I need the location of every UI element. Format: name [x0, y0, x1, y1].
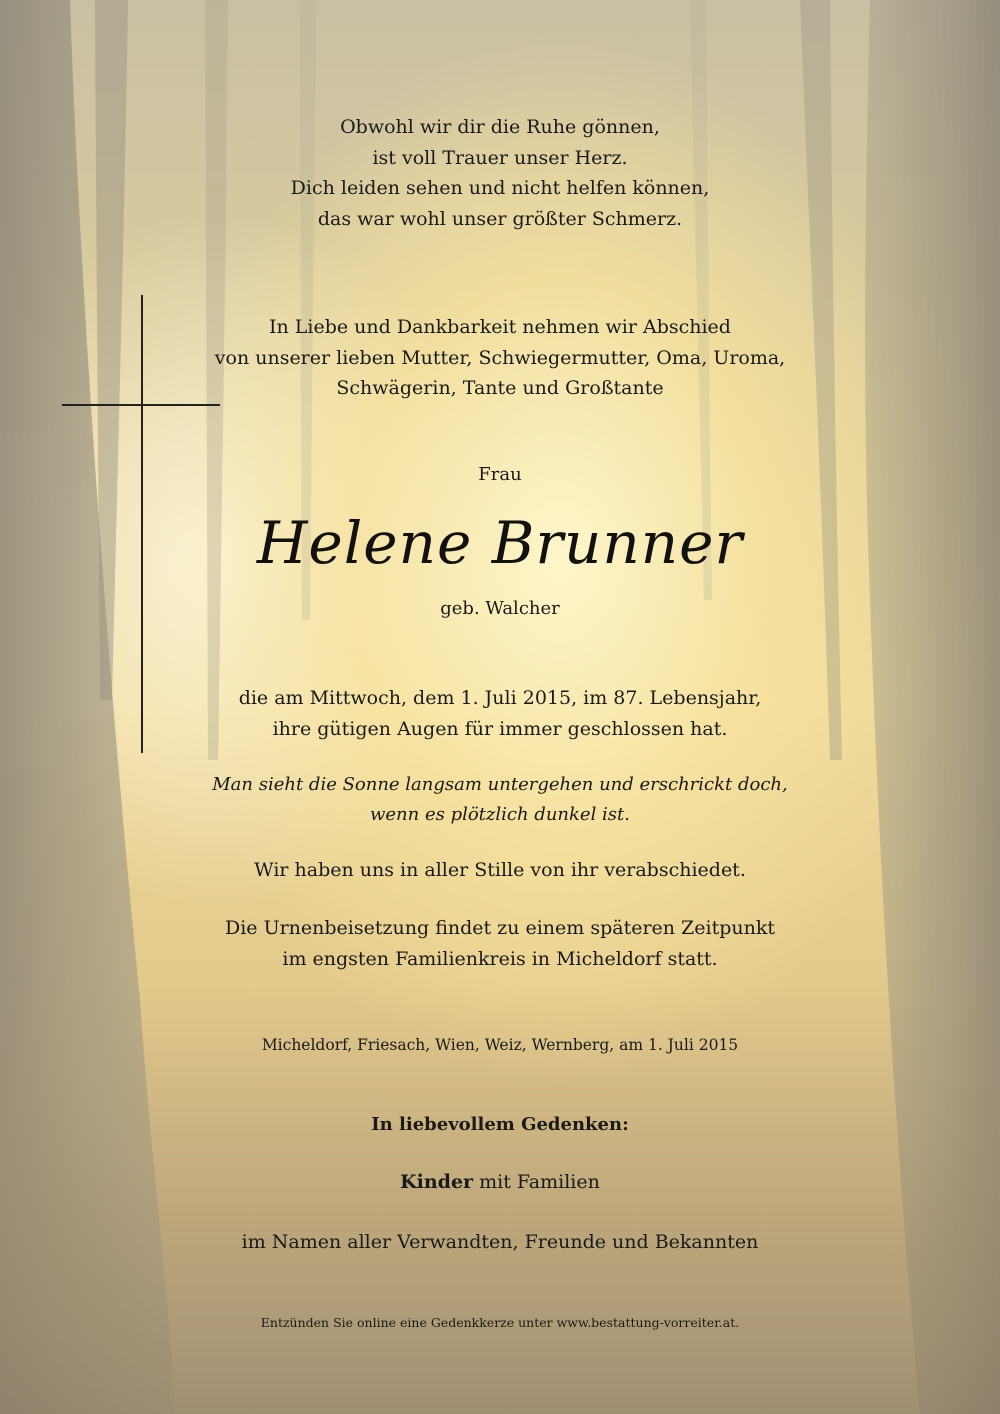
mourners-relatives: im Namen aller Verwandten, Freunde und Bekannten [241, 1231, 759, 1253]
farewell-line: von unserer lieben Mutter, Schwiegermutter, Oma, Uroma, [214, 346, 786, 369]
quote-line: Man sieht die Sonne langsam untergehen und erschrickt doch, [212, 774, 788, 795]
urn-burial-notice [0, 913, 1000, 975]
farewell-line: Schwägerin, Tante und Großtante [336, 377, 664, 399]
mourners-heading: In liebevollem Gedenken: [371, 1114, 629, 1135]
poem [0, 112, 1000, 234]
salutation: Frau [478, 464, 522, 485]
private-farewell: Wir haben uns in aller Stille von ihr verabschiedet. [254, 859, 746, 881]
farewell-line: In Liebe und Dankbarkeit nehmen wir Abschied [269, 316, 731, 338]
quote-line: wenn es plötzlich dunkel ist. [369, 804, 630, 825]
poem-line: das war wohl unser größter Schmerz. [317, 207, 683, 230]
death-notice-line: ihre gütigen Augen für immer geschlossen hat. [272, 717, 728, 740]
farewell-text [0, 312, 1000, 404]
place-and-date: Micheldorf, Friesach, Wien, Weiz, Wernberg, am 1. Juli 2015 [261, 1036, 739, 1054]
birth-name: geb. Walcher [440, 598, 560, 619]
urn-burial-line: Die Urnenbeisetzung findet zu einem späteren Zeitpunkt [224, 917, 775, 939]
children-label: Kinder [400, 1171, 474, 1193]
death-notice [0, 683, 1000, 744]
poem-line: Dich leiden sehen und nicht helfen können, [290, 177, 710, 199]
deceased-name: Helene Brunner [256, 509, 744, 577]
quote [0, 770, 1000, 830]
mourners-children [0, 1167, 1000, 1197]
death-notice-line: die am Mittwoch, dem 1. Juli 2015, im 87. Lebensjahr, [238, 687, 762, 709]
urn-burial-line: im engsten Familienkreis in Micheldorf statt. [282, 948, 718, 970]
children-rest: mit Familien [473, 1171, 600, 1193]
footer-note: Entzünden Sie online eine Gedenkkerze unter www.bestattung-vorreiter.at. [260, 1315, 740, 1330]
poem-line: Obwohl wir dir die Ruhe gönnen, [340, 116, 660, 138]
poem-line: ist voll Trauer unser Herz. [372, 146, 628, 169]
